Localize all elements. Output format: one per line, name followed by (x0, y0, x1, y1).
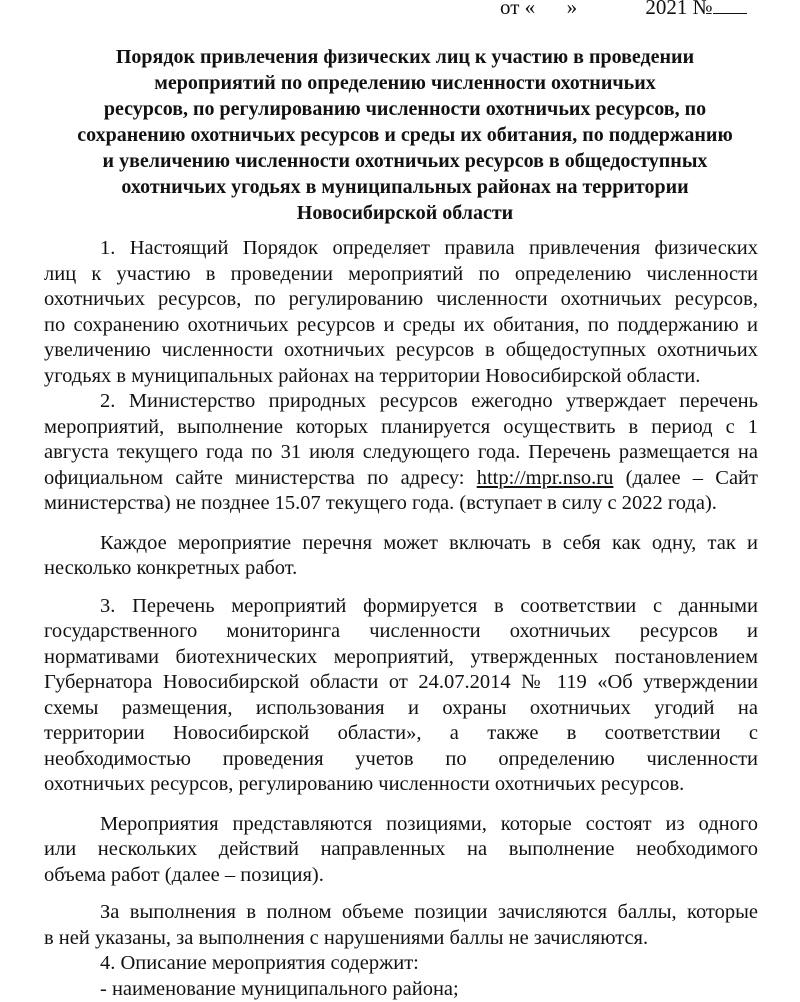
text-line: необходимостью проведения учетов по определению численности (44, 747, 758, 773)
text-line: охотничьих ресурсов, по регулированию численности охотничьих ресурсов, (44, 287, 758, 313)
text-line: Губернатора Новосибирской области от 24.07.2014 № 119 «Об утверждении (44, 670, 758, 696)
spacer (44, 517, 758, 531)
spacer (44, 888, 758, 900)
text-line: министерства) не позднее 15.07 текущего года. (вступает в силу с 2022 года). (44, 491, 758, 517)
paragraph-6 (44, 900, 758, 951)
text-line: 1. Настоящий Порядок определяет правила привлечения физических (44, 236, 758, 262)
document-title (40, 44, 770, 226)
paragraph-5 (44, 812, 758, 889)
paragraph-3 (44, 531, 758, 582)
spacer (44, 798, 758, 812)
title-line: Новосибирской области (40, 200, 770, 226)
title-line: мероприятий по определению численности охотничьих (40, 70, 770, 96)
text-fragment: официальном сайте министерства по адресу: (44, 467, 477, 489)
text-line: угодьях в муниципальных районах на территории Новосибирской области. (44, 364, 758, 390)
text-line: лиц к участию в проведении мероприятий по определению численности (44, 262, 758, 288)
title-line: ресурсов, по регулированию численности охотничьих ресурсов, по (40, 96, 770, 122)
text-line: Каждое мероприятие перечня может включать в себя как одну, так и (44, 531, 758, 557)
paragraph-7 (44, 951, 758, 977)
text-fragment: (далее – Сайт (613, 467, 758, 489)
title-line: Порядок привлечения физических лиц к участию в проведении (40, 44, 770, 70)
text-line: объема работ (далее – позиция). (44, 863, 758, 889)
text-line: несколько конкретных работ. (44, 556, 758, 582)
document-body (44, 236, 758, 1002)
document-date-number (500, 0, 747, 20)
ministry-site-link[interactable]: http://mpr.nso.ru (477, 467, 614, 489)
date-close: » (567, 0, 578, 19)
text-line: августа текущего года по 31 июля следующего года. Перечень размещается на (44, 440, 758, 466)
text-line: схемы размещения, использования и охраны охотничьих угодий на (44, 696, 758, 722)
text-line: - наименование муниципального района; (44, 977, 758, 1002)
paragraph-2 (44, 389, 758, 517)
text-line: по сохранению охотничьих ресурсов и среды их обитания, по поддержанию и (44, 313, 758, 339)
text-line: нормативами биотехнических мероприятий, утвержденных постановлением (44, 645, 758, 671)
number-blank (713, 0, 747, 14)
text-line: в ней указаны, за выполнения с нарушениями баллы не зачисляются. (44, 926, 758, 952)
paragraph-4 (44, 594, 758, 798)
paragraph-8 (44, 977, 758, 1002)
text-line: мероприятий, выполнение которых планируется осуществить в период с 1 (44, 415, 758, 441)
text-line: 2. Министерство природных ресурсов ежегодно утверждает перечень (44, 389, 758, 415)
year-number: 2021 № (645, 0, 712, 19)
text-line: 4. Описание мероприятия содержит: (44, 951, 758, 977)
paragraph-1 (44, 236, 758, 389)
title-line: охотничьих угодьях в муниципальных районах на территории (40, 174, 770, 200)
text-line: или нескольких действий направленных на выполнение необходимого (44, 837, 758, 863)
text-line: увеличению численности охотничьих ресурсов в общедоступных охотничьих (44, 338, 758, 364)
text-line (44, 466, 758, 492)
title-line: и увеличению численности охотничьих ресурсов в общедоступных (40, 148, 770, 174)
text-line: За выполнения в полном объеме позиции зачисляются баллы, которые (44, 900, 758, 926)
text-line: государственного мониторинга численности охотничьих ресурсов и (44, 619, 758, 645)
text-line: территории Новосибирской области», а также в соответствии с (44, 721, 758, 747)
text-line: 3. Перечень мероприятий формируется в соответствии с данными (44, 594, 758, 620)
text-line: Мероприятия представляются позициями, которые состоят из одного (44, 812, 758, 838)
spacer (44, 582, 758, 594)
title-line: сохранению охотничьих ресурсов и среды их обитания, по поддержанию (40, 122, 770, 148)
date-prefix: от « (500, 0, 535, 19)
text-line: охотничьих ресурсов, регулированию численности охотничьих ресурсов. (44, 772, 758, 798)
